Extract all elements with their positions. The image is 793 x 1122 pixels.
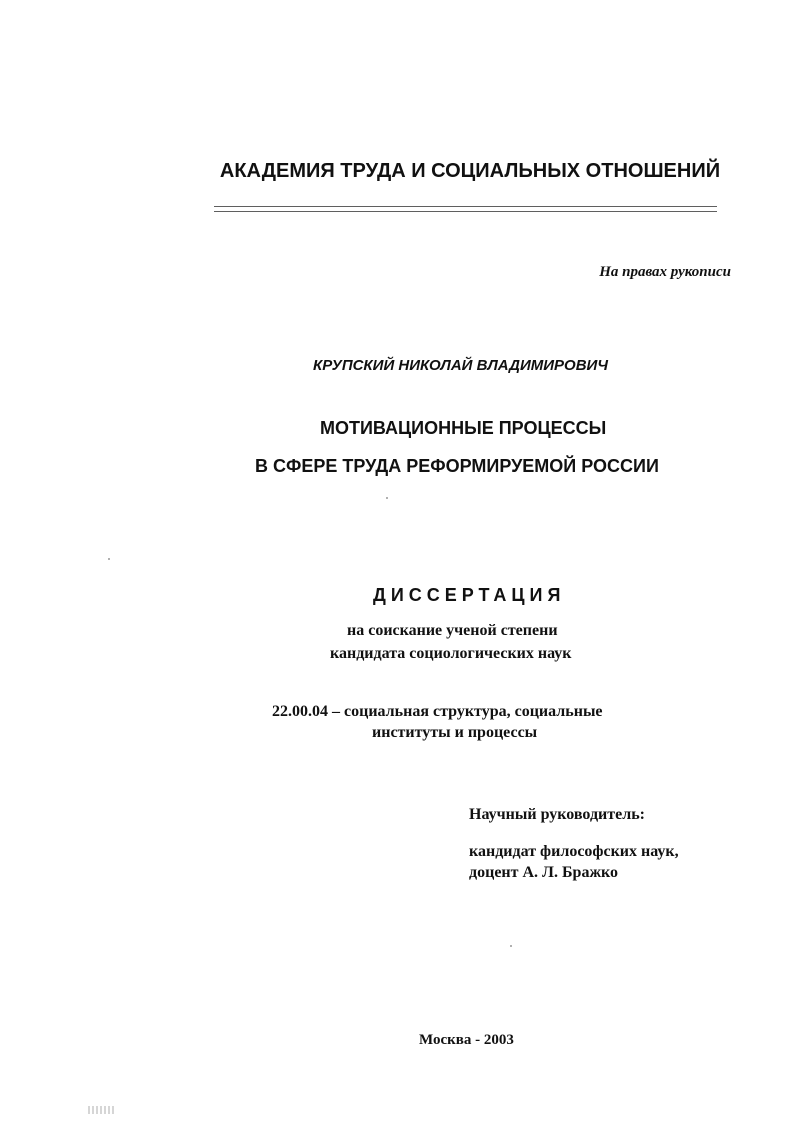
scan-speck <box>386 497 388 499</box>
institution-name: АКАДЕМИЯ ТРУДА И СОЦИАЛЬНЫХ ОТНОШЕНИЙ <box>219 160 721 182</box>
header-rule <box>214 206 717 212</box>
degree-line-2: кандидата социологических наук <box>330 645 572 662</box>
supervisor-name: доцент А. Л. Бражко <box>469 864 619 881</box>
specialty-line-1: 22.00.04 – социальная структура, социальные <box>272 703 603 720</box>
scan-speck <box>510 945 512 947</box>
document-type: ДИССЕРТАЦИЯ <box>373 585 566 605</box>
scan-speck <box>108 558 110 560</box>
author-name: КРУПСКИЙ НИКОЛАЙ ВЛАДИМИРОВИЧ <box>313 357 608 374</box>
title-line-2: В СФЕРЕ ТРУДА РЕФОРМИРУЕМОЙ РОССИИ <box>255 456 659 476</box>
degree-line-1: на соискание ученой степени <box>347 622 558 639</box>
city-year: Москва - 2003 <box>419 1032 514 1048</box>
specialty-line-2: институты и процессы <box>372 724 538 741</box>
title-line-1: МОТИВАЦИОННЫЕ ПРОЦЕССЫ <box>320 418 607 438</box>
scan-mark <box>88 1106 114 1114</box>
supervisor-heading: Научный руководитель: <box>469 806 645 823</box>
supervisor-degree: кандидат философских наук, <box>469 843 679 860</box>
manuscript-note: На правах рукописи <box>599 264 731 280</box>
